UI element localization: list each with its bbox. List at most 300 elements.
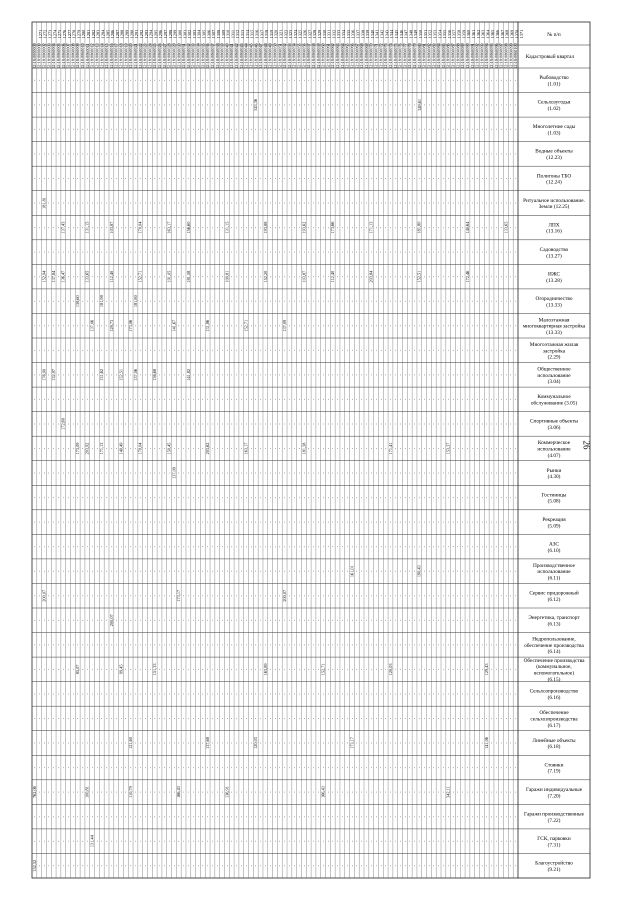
- table-cell-empty: -: [465, 251, 470, 253]
- table-cell-empty: -: [402, 521, 407, 523]
- table-cell-empty: -: [195, 864, 200, 866]
- table-cell-empty: -: [340, 300, 345, 302]
- table-cell-empty: -: [474, 153, 479, 155]
- table-cell-empty: -: [364, 128, 369, 130]
- table-cell-empty: -: [46, 128, 51, 130]
- table-cell-empty: -: [200, 815, 205, 817]
- table-cell-empty: -: [176, 153, 181, 155]
- table-cell-empty: -: [335, 275, 340, 277]
- table-cell-empty: -: [422, 619, 427, 621]
- table-cell-empty: -: [200, 668, 205, 670]
- table-cell-empty: -: [219, 324, 224, 326]
- row-cadastral: 52:18:0060041: [229, 43, 234, 68]
- table-cell-empty: -: [176, 79, 181, 81]
- table-cell-empty: -: [219, 570, 224, 572]
- table-cell-empty: -: [321, 251, 326, 253]
- table-cell-empty: -: [46, 717, 51, 719]
- table-cell-empty: -: [311, 128, 316, 130]
- table-cell-empty: -: [508, 79, 513, 81]
- table-cell-empty: -: [200, 521, 205, 523]
- row-cadastral: 52:18:0060074: [388, 42, 393, 68]
- table-cell-empty: -: [80, 619, 85, 621]
- table-cell-empty: -: [263, 202, 268, 204]
- table-cell-empty: -: [316, 226, 321, 228]
- table-cell-empty: -: [32, 521, 37, 523]
- table-cell-empty: -: [253, 177, 258, 179]
- table-cell-empty: -: [195, 570, 200, 572]
- table-cell-empty: -: [296, 251, 301, 253]
- table-cell-empty: -: [513, 570, 518, 572]
- table-cell-empty: -: [301, 594, 306, 596]
- table-cell-empty: -: [369, 128, 374, 130]
- table-cell-empty: -: [65, 128, 70, 130]
- table-cell-empty: -: [138, 791, 143, 793]
- row-number: 1327: [307, 30, 312, 38]
- table-cell-value: 131,15: [85, 222, 91, 234]
- table-cell-empty: -: [349, 349, 354, 351]
- table-cell-empty: -: [248, 153, 253, 155]
- table-cell-empty: -: [479, 128, 484, 130]
- table-cell-empty: -: [378, 791, 383, 793]
- table-cell-empty: -: [195, 619, 200, 621]
- table-cell-empty: -: [239, 423, 244, 425]
- table-cell-empty: -: [499, 717, 504, 719]
- table-cell-empty: -: [422, 545, 427, 547]
- table-cell-empty: -: [441, 324, 446, 326]
- table-cell-empty: -: [455, 226, 460, 228]
- table-cell-empty: -: [268, 373, 273, 375]
- table-cell-empty: -: [349, 275, 354, 277]
- table-cell-empty: -: [258, 373, 263, 375]
- table-cell-empty: -: [229, 153, 234, 155]
- table-cell-empty: -: [345, 79, 350, 81]
- table-cell-empty: -: [282, 373, 287, 375]
- table-cell-empty: -: [41, 570, 46, 572]
- table-cell-value: 152,71: [321, 663, 327, 675]
- row-cadastral: 52:18:0060024: [147, 42, 152, 68]
- table-cell-empty: -: [426, 472, 431, 474]
- column-header-32: Благоустройство: [535, 860, 573, 867]
- table-cell-empty: -: [191, 324, 196, 326]
- table-cell-empty: -: [494, 472, 499, 474]
- table-cell-empty: -: [205, 103, 210, 105]
- table-cell-empty: -: [474, 594, 479, 596]
- table-cell-empty: -: [128, 300, 133, 302]
- table-cell-empty: -: [277, 570, 282, 572]
- table-cell-empty: -: [191, 619, 196, 621]
- table-cell-empty: -: [388, 324, 393, 326]
- table-cell-empty: -: [138, 717, 143, 719]
- table-cell-empty: -: [162, 619, 167, 621]
- table-cell-empty: -: [128, 717, 133, 719]
- table-cell-empty: -: [56, 643, 61, 645]
- table-cell-empty: -: [85, 717, 90, 719]
- table-cell-empty: -: [109, 840, 114, 842]
- table-cell-empty: -: [494, 545, 499, 547]
- table-cell-empty: -: [441, 79, 446, 81]
- table-cell-empty: -: [441, 668, 446, 670]
- table-cell-empty: -: [32, 668, 37, 670]
- table-cell-empty: -: [147, 177, 152, 179]
- table-cell-empty: -: [94, 840, 99, 842]
- table-cell-empty: -: [369, 840, 374, 842]
- table-cell-empty: -: [489, 177, 494, 179]
- table-cell-empty: -: [301, 766, 306, 768]
- table-cell-empty: -: [306, 423, 311, 425]
- table-cell-empty: -: [104, 766, 109, 768]
- table-cell-empty: -: [138, 815, 143, 817]
- table-cell-empty: -: [373, 791, 378, 793]
- table-cell-empty: -: [118, 202, 123, 204]
- table-cell-empty: -: [503, 177, 508, 179]
- table-cell-empty: -: [118, 766, 123, 768]
- table-cell-empty: -: [147, 128, 152, 130]
- table-cell-empty: -: [277, 668, 282, 670]
- table-cell-empty: -: [508, 275, 513, 277]
- table-cell-empty: -: [325, 373, 330, 375]
- table-cell-empty: -: [513, 791, 518, 793]
- table-cell-empty: -: [75, 717, 80, 719]
- table-cell-empty: -: [99, 496, 104, 498]
- table-cell-empty: -: [417, 840, 422, 842]
- table-cell-empty: -: [152, 693, 157, 695]
- table-cell-empty: -: [61, 840, 66, 842]
- table-cell-empty: -: [114, 545, 119, 547]
- table-cell-empty: -: [359, 570, 364, 572]
- table-cell-empty: -: [345, 103, 350, 105]
- table-cell-empty: -: [104, 472, 109, 474]
- table-cell-empty: -: [402, 324, 407, 326]
- table-cell-empty: -: [37, 521, 42, 523]
- table-cell-empty: -: [431, 791, 436, 793]
- table-cell-empty: -: [46, 202, 51, 204]
- table-cell-empty: -: [263, 840, 268, 842]
- table-cell-empty: -: [215, 423, 220, 425]
- table-cell-empty: -: [65, 79, 70, 81]
- table-cell-value: 161,01: [349, 565, 355, 577]
- table-cell-empty: -: [513, 300, 518, 302]
- table-cell-empty: -: [152, 717, 157, 719]
- table-cell-empty: -: [470, 496, 475, 498]
- table-cell-empty: -: [229, 693, 234, 695]
- column-header-12: (3.04): [548, 378, 561, 385]
- table-cell-empty: -: [99, 570, 104, 572]
- table-cell-empty: -: [407, 324, 412, 326]
- table-cell-empty: -: [133, 742, 138, 744]
- table-cell-empty: -: [239, 153, 244, 155]
- table-cell-empty: -: [258, 742, 263, 744]
- column-header-13: Коммунальное: [537, 394, 571, 400]
- table-cell-empty: -: [157, 398, 162, 400]
- table-cell-empty: -: [272, 545, 277, 547]
- table-cell-empty: -: [388, 864, 393, 866]
- table-cell-empty: -: [335, 545, 340, 547]
- table-cell-empty: -: [277, 643, 282, 645]
- table-cell-empty: -: [186, 643, 191, 645]
- table-cell-empty: -: [224, 79, 229, 81]
- table-cell-empty: -: [470, 472, 475, 474]
- table-cell-empty: -: [373, 251, 378, 253]
- table-cell-empty: -: [41, 791, 46, 793]
- table-cell-empty: -: [426, 815, 431, 817]
- table-cell-empty: -: [470, 202, 475, 204]
- table-cell-empty: -: [378, 619, 383, 621]
- table-cell-empty: -: [37, 619, 42, 621]
- table-cell-empty: -: [282, 717, 287, 719]
- table-cell-empty: -: [470, 693, 475, 695]
- table-cell-empty: -: [292, 864, 297, 866]
- table-cell-empty: -: [373, 570, 378, 572]
- table-cell-empty: -: [325, 643, 330, 645]
- table-cell-empty: -: [186, 717, 191, 719]
- table-cell-empty: -: [210, 153, 215, 155]
- table-cell-empty: -: [61, 177, 66, 179]
- column-header-29: (7.20): [548, 792, 561, 799]
- table-cell-empty: -: [465, 742, 470, 744]
- table-cell-empty: -: [316, 815, 321, 817]
- table-cell-empty: -: [37, 472, 42, 474]
- table-cell-empty: -: [325, 766, 330, 768]
- table-cell-empty: -: [248, 594, 253, 596]
- table-cell-empty: -: [162, 103, 167, 105]
- table-cell-empty: -: [133, 349, 138, 351]
- table-cell-empty: -: [426, 153, 431, 155]
- table-cell-empty: -: [75, 202, 80, 204]
- table-cell-empty: -: [340, 447, 345, 449]
- table-cell-empty: -: [330, 742, 335, 744]
- table-cell-empty: -: [41, 521, 46, 523]
- table-cell-empty: -: [239, 643, 244, 645]
- table-cell-empty: -: [470, 153, 475, 155]
- table-cell-empty: -: [171, 275, 176, 277]
- table-cell-empty: -: [248, 570, 253, 572]
- table-cell-empty: -: [272, 693, 277, 695]
- table-cell-empty: -: [388, 472, 393, 474]
- table-cell-empty: -: [215, 594, 220, 596]
- table-cell-empty: -: [446, 300, 451, 302]
- table-cell-empty: -: [272, 251, 277, 253]
- table-cell-empty: -: [354, 324, 359, 326]
- table-cell-empty: -: [219, 79, 224, 81]
- table-cell-empty: -: [118, 521, 123, 523]
- table-cell-empty: -: [364, 643, 369, 645]
- table-cell-empty: -: [412, 643, 417, 645]
- table-cell-empty: -: [195, 79, 200, 81]
- table-cell-empty: -: [104, 275, 109, 277]
- table-cell-empty: -: [104, 619, 109, 621]
- table-cell-empty: -: [128, 447, 133, 449]
- table-cell-empty: -: [114, 398, 119, 400]
- table-cell-empty: -: [191, 668, 196, 670]
- table-cell-empty: -: [296, 447, 301, 449]
- table-cell-empty: -: [287, 545, 292, 547]
- table-cell-empty: -: [330, 791, 335, 793]
- table-cell-empty: -: [301, 668, 306, 670]
- table-cell-empty: -: [152, 324, 157, 326]
- table-cell-empty: -: [94, 496, 99, 498]
- table-cell-empty: -: [417, 496, 422, 498]
- table-cell-empty: -: [171, 423, 176, 425]
- table-cell-empty: -: [378, 349, 383, 351]
- table-cell-empty: -: [114, 693, 119, 695]
- row-number: 1281: [86, 30, 91, 38]
- table-cell-empty: -: [407, 251, 412, 253]
- table-cell-empty: -: [340, 815, 345, 817]
- table-cell-empty: -: [494, 668, 499, 670]
- table-cell-empty: -: [335, 128, 340, 130]
- table-cell-empty: -: [51, 643, 56, 645]
- table-cell-empty: -: [114, 472, 119, 474]
- table-cell-empty: -: [508, 447, 513, 449]
- table-cell-empty: -: [61, 619, 66, 621]
- table-cell-empty: -: [474, 177, 479, 179]
- table-cell-empty: -: [330, 324, 335, 326]
- table-cell-empty: -: [37, 717, 42, 719]
- table-cell-empty: -: [239, 103, 244, 105]
- table-cell-empty: -: [388, 373, 393, 375]
- table-cell-empty: -: [301, 717, 306, 719]
- table-cell-empty: -: [32, 349, 37, 351]
- table-cell-empty: -: [369, 594, 374, 596]
- table-cell-empty: -: [61, 202, 66, 204]
- table-cell-empty: -: [181, 177, 186, 179]
- table-cell-empty: -: [455, 766, 460, 768]
- table-cell-empty: -: [46, 398, 51, 400]
- table-cell-empty: -: [316, 275, 321, 277]
- table-cell-empty: -: [114, 103, 119, 105]
- table-cell-empty: -: [80, 717, 85, 719]
- table-cell-empty: -: [359, 423, 364, 425]
- table-cell-empty: -: [268, 570, 273, 572]
- table-cell-empty: -: [239, 840, 244, 842]
- table-cell-empty: -: [383, 815, 388, 817]
- table-cell-empty: -: [359, 496, 364, 498]
- table-cell-empty: -: [186, 177, 191, 179]
- table-cell-value: 137,06: [133, 368, 139, 381]
- table-cell-empty: -: [359, 79, 364, 81]
- table-cell-empty: -: [479, 717, 484, 719]
- table-cell-empty: -: [162, 153, 167, 155]
- table-cell-empty: -: [128, 693, 133, 695]
- table-cell-empty: -: [51, 349, 56, 351]
- table-cell-empty: -: [494, 153, 499, 155]
- table-cell-empty: -: [138, 373, 143, 375]
- table-cell-empty: -: [441, 275, 446, 277]
- table-cell-empty: -: [224, 815, 229, 817]
- table-cell-empty: -: [248, 349, 253, 351]
- table-cell-empty: -: [292, 177, 297, 179]
- table-cell-empty: -: [364, 202, 369, 204]
- table-cell-empty: -: [460, 791, 465, 793]
- table-cell-empty: -: [195, 472, 200, 474]
- table-cell-empty: -: [393, 668, 398, 670]
- table-cell-empty: -: [191, 128, 196, 130]
- table-cell-empty: -: [489, 840, 494, 842]
- table-cell-empty: -: [128, 864, 133, 866]
- table-cell-empty: -: [248, 275, 253, 277]
- table-cell-empty: -: [263, 300, 268, 302]
- table-cell-empty: -: [422, 423, 427, 425]
- table-cell-empty: -: [244, 128, 249, 130]
- table-cell-value: 193,88: [263, 222, 269, 234]
- row-number: 1329: [317, 30, 322, 38]
- table-cell-empty: -: [292, 153, 297, 155]
- table-cell-empty: -: [296, 202, 301, 204]
- table-cell-empty: -: [426, 545, 431, 547]
- table-cell-empty: -: [114, 594, 119, 596]
- table-cell-empty: -: [171, 643, 176, 645]
- table-cell-empty: -: [133, 128, 138, 130]
- table-cell-empty: -: [75, 742, 80, 744]
- table-cell-empty: -: [176, 177, 181, 179]
- table-cell-empty: -: [292, 472, 297, 474]
- table-cell-empty: -: [431, 594, 436, 596]
- table-cell-empty: -: [426, 693, 431, 695]
- table-cell-empty: -: [75, 79, 80, 81]
- table-cell-empty: -: [340, 324, 345, 326]
- table-cell-empty: -: [407, 840, 412, 842]
- row-number: 1276: [62, 30, 67, 38]
- table-cell-empty: -: [138, 398, 143, 400]
- table-cell-empty: -: [287, 349, 292, 351]
- table-cell-empty: -: [147, 521, 152, 523]
- table-cell-empty: -: [383, 300, 388, 302]
- table-cell-empty: -: [426, 864, 431, 866]
- row-cadastral: 52:18:0060028: [167, 43, 172, 68]
- table-cell-empty: -: [61, 815, 66, 817]
- row-cadastral: 52:18:0060013: [94, 43, 99, 68]
- table-cell-empty: -: [61, 153, 66, 155]
- table-cell-empty: -: [311, 103, 316, 105]
- table-cell-empty: -: [378, 447, 383, 449]
- table-cell-empty: -: [287, 815, 292, 817]
- table-cell-empty: -: [311, 742, 316, 744]
- table-cell-empty: -: [296, 693, 301, 695]
- table-cell-empty: -: [489, 594, 494, 596]
- table-cell-empty: -: [470, 398, 475, 400]
- table-cell-empty: -: [311, 177, 316, 179]
- table-cell-empty: -: [499, 864, 504, 866]
- table-cell-empty: -: [128, 128, 133, 130]
- table-cell-empty: -: [46, 693, 51, 695]
- table-cell-empty: -: [244, 791, 249, 793]
- table-cell-empty: -: [162, 840, 167, 842]
- table-cell-empty: -: [354, 570, 359, 572]
- row-number: 1289: [125, 30, 130, 38]
- table-cell-empty: -: [364, 619, 369, 621]
- table-cell-empty: -: [407, 472, 412, 474]
- table-cell-empty: -: [474, 398, 479, 400]
- row-cadastral: 52:18:0060047: [258, 43, 263, 68]
- table-cell-empty: -: [378, 423, 383, 425]
- table-cell-empty: -: [61, 864, 66, 866]
- row-number: 1335: [346, 30, 351, 38]
- table-cell-empty: -: [446, 668, 451, 670]
- table-cell-empty: -: [244, 594, 249, 596]
- table-cell-empty: -: [296, 275, 301, 277]
- row-cadastral: 52:18:0060056: [301, 43, 306, 68]
- table-cell-empty: -: [296, 423, 301, 425]
- row-cadastral: 52:18:0060081: [422, 43, 427, 68]
- table-cell-empty: -: [46, 447, 51, 449]
- table-cell-empty: -: [46, 619, 51, 621]
- row-number: 1356: [447, 30, 452, 38]
- table-cell-empty: -: [373, 594, 378, 596]
- table-cell-empty: -: [70, 275, 75, 277]
- table-cell-empty: -: [359, 300, 364, 302]
- table-cell-empty: -: [479, 496, 484, 498]
- table-cell-empty: -: [359, 594, 364, 596]
